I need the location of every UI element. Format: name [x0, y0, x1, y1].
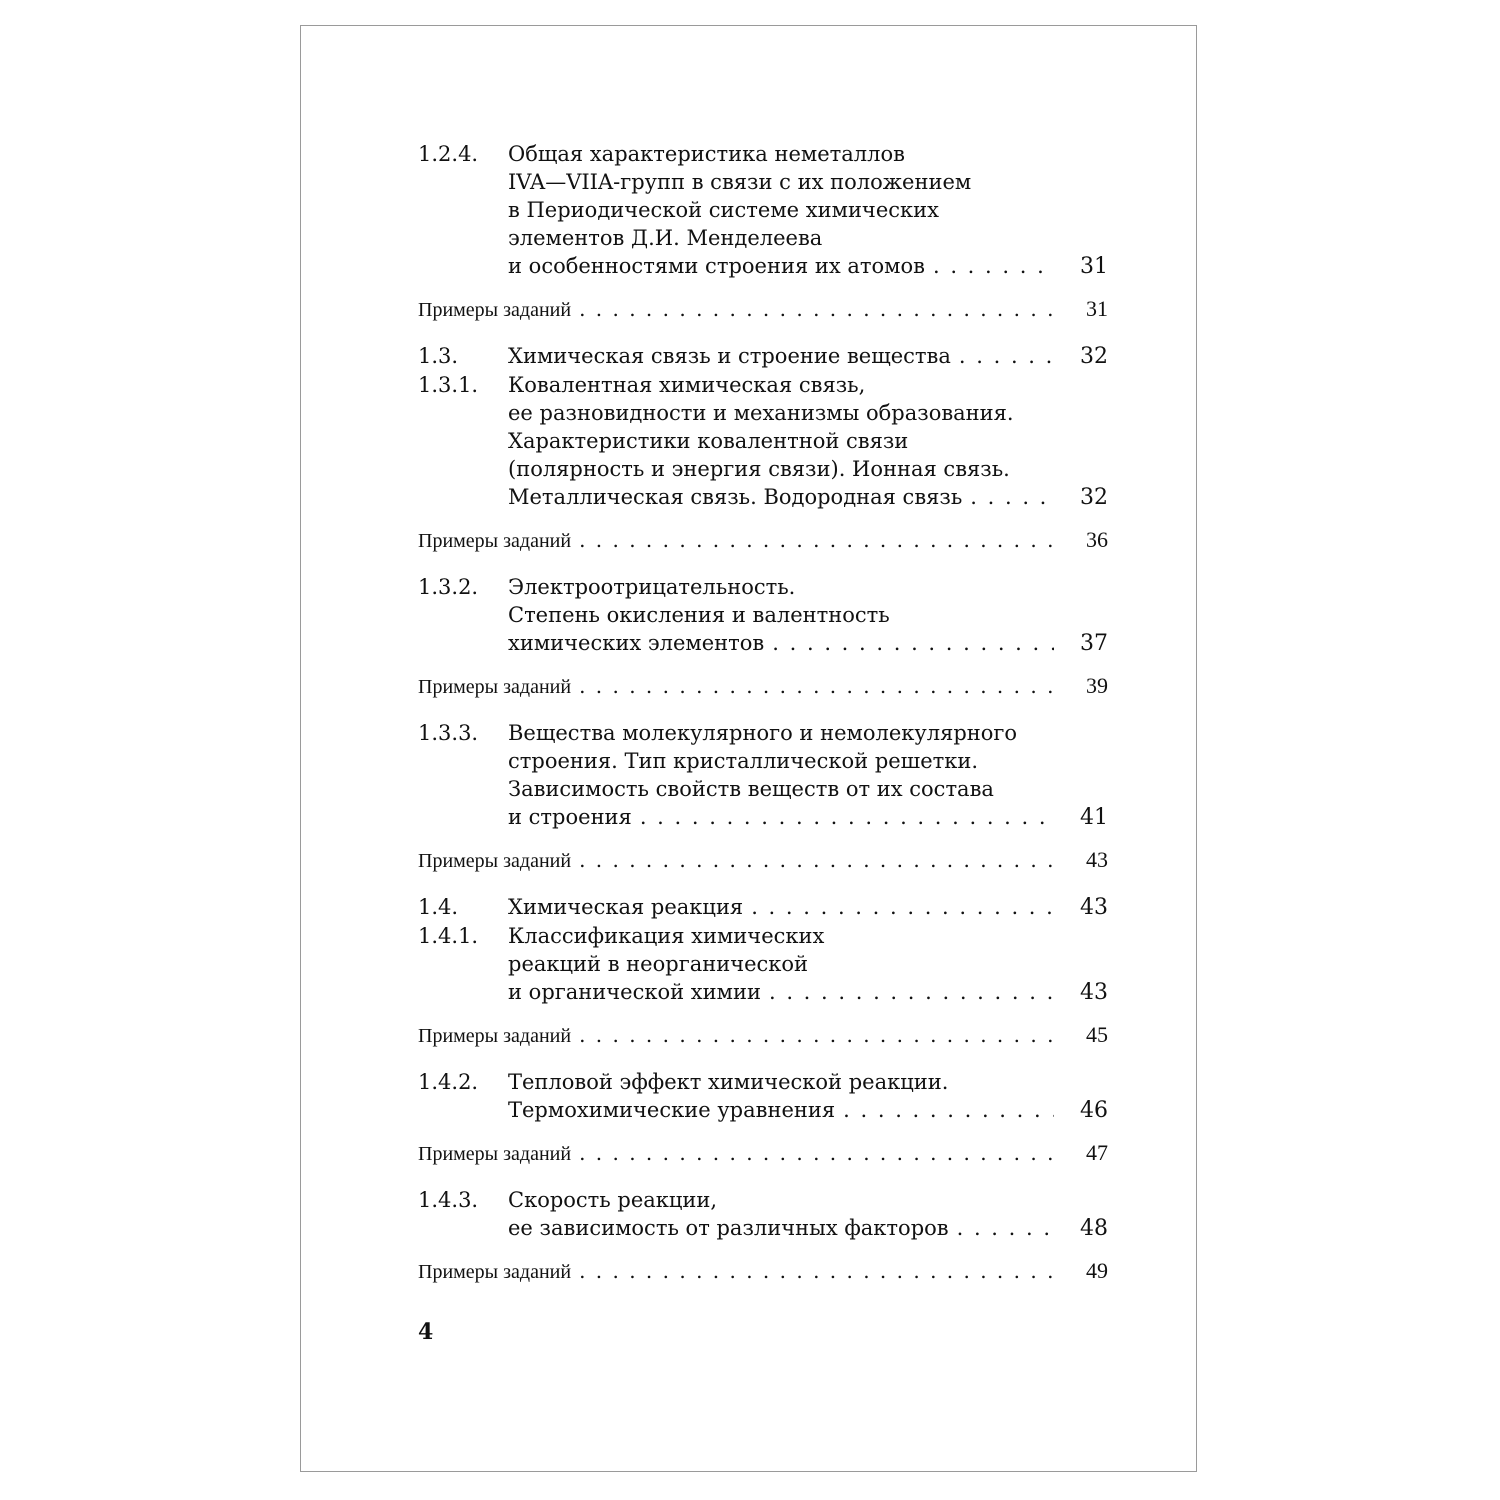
dot-leader [970, 483, 1054, 511]
toc-entry-title-line: ее разновидности и механизмы образования. [508, 401, 1014, 425]
toc-page-number: 47 [1086, 1140, 1108, 1165]
toc-page-number: 32 [1080, 485, 1108, 510]
examples-label: Примеры заданий [418, 1143, 572, 1165]
examples-label: Примеры заданий [418, 299, 572, 321]
toc-entry-1-3-2[interactable] [418, 573, 1108, 658]
toc-examples-entry[interactable] [418, 295, 1108, 324]
dot-leader [579, 1021, 1054, 1049]
toc-entry-title-line: Металлическая связь. Водородная связь [508, 485, 963, 509]
dot-leader [843, 1096, 1054, 1124]
dot-leader [769, 978, 1054, 1006]
toc-examples-entry[interactable] [418, 526, 1108, 555]
toc-entry-1-3-3[interactable] [418, 719, 1108, 832]
toc-examples-entry[interactable] [418, 846, 1108, 875]
toc-entry-title-line: реакций в неорганической [508, 952, 809, 976]
toc-page-number: 43 [1086, 847, 1108, 872]
toc-entry-1-4[interactable] [418, 893, 1108, 922]
dot-leader [959, 342, 1054, 370]
toc-page-number: 39 [1086, 673, 1108, 698]
toc-entry-title-line: Зависимость свойств веществ от их состава [508, 777, 994, 801]
toc-entry-title-line: элементов Д.И. Менделеева [508, 226, 823, 250]
toc-page-number: 45 [1086, 1022, 1108, 1047]
toc-entry-title-line: в Периодической системе химических [508, 198, 939, 222]
toc-entry-1-3[interactable] [418, 342, 1108, 371]
toc-entry-number: 1.3.3. [418, 721, 479, 745]
toc-entry-title-line: Электроотрицательность. [508, 575, 796, 599]
toc-entry-title-line: Химическая связь и строение вещества [508, 344, 951, 368]
dot-leader [772, 629, 1054, 657]
toc-entry-number: 1.4. [418, 895, 459, 919]
toc-examples-entry[interactable] [418, 1021, 1108, 1050]
dot-leader [579, 295, 1054, 323]
dot-leader [640, 803, 1054, 831]
toc-page-number: 46 [1080, 1098, 1108, 1123]
toc-page-number: 31 [1080, 254, 1108, 279]
toc-entry-title-line: Характеристики ковалентной связи [508, 429, 909, 453]
toc-entry-1-2-4[interactable] [418, 140, 1108, 281]
toc-entry-title-line: ее зависимость от различных факторов [508, 1216, 949, 1240]
toc-entry-title-line: Химическая реакция [508, 895, 744, 919]
toc-page-number: 48 [1080, 1216, 1108, 1241]
toc-entry-title-line: и особенностями строения их атомов [508, 254, 925, 278]
toc-entry-title-line: Общая характеристика неметаллов [508, 142, 905, 166]
examples-label: Примеры заданий [418, 530, 572, 552]
examples-label: Примеры заданий [418, 1261, 572, 1283]
toc-entry-title-line: строения. Тип кристаллической решетки. [508, 749, 979, 773]
toc-entry-title-line: и органической химии [508, 980, 761, 1004]
toc-entry-1-4-2[interactable] [418, 1068, 1108, 1125]
toc-page-number: 31 [1086, 296, 1108, 321]
toc-entry-title-line: Ковалентная химическая связь, [508, 373, 866, 397]
toc-entry-title-line: Вещества молекулярного и немолекулярного [508, 721, 1018, 745]
toc-examples-entry[interactable] [418, 672, 1108, 701]
toc-page-number: 36 [1086, 527, 1108, 552]
dot-leader [579, 1257, 1054, 1285]
toc-entry-1-4-1[interactable] [418, 922, 1108, 1007]
dot-leader [579, 1139, 1054, 1167]
toc-entry-1-4-3[interactable] [418, 1186, 1108, 1243]
toc-entry-title-line: химических элементов [508, 631, 765, 655]
toc-entry-title-line: Классификация химических [508, 924, 825, 948]
examples-label: Примеры заданий [418, 850, 572, 872]
toc-entry-title-line: Скорость реакции, [508, 1188, 718, 1212]
toc-entry-title-line: Тепловой эффект химической реакции. [508, 1070, 949, 1094]
toc-page-number: 43 [1080, 895, 1108, 920]
toc-entry-number: 1.4.2. [418, 1070, 479, 1094]
dot-leader [579, 672, 1054, 700]
toc-examples-entry[interactable] [418, 1257, 1108, 1286]
toc-page-number: 37 [1080, 631, 1108, 656]
examples-label: Примеры заданий [418, 676, 572, 698]
toc-page-number: 41 [1080, 805, 1108, 830]
toc-entry-number: 1.2.4. [418, 142, 479, 166]
toc-entry-number: 1.3. [418, 344, 459, 368]
toc-entry-1-3-1[interactable] [418, 371, 1108, 512]
toc-entry-number: 1.3.2. [418, 575, 479, 599]
table-of-contents [418, 140, 1108, 1286]
dot-leader [957, 1214, 1054, 1242]
toc-entry-number: 1.4.1. [418, 924, 479, 948]
toc-entry-title-line: (полярность и энергия связи). Ионная связь. [508, 457, 1010, 481]
dot-leader [579, 846, 1054, 874]
toc-entry-number: 1.4.3. [418, 1188, 479, 1212]
dot-leader [579, 526, 1054, 554]
toc-entry-title-line: Степень окисления и валентность [508, 603, 890, 627]
toc-entry-title-line: Термохимические уравнения [508, 1098, 836, 1122]
toc-entry-number: 1.3.1. [418, 373, 479, 397]
page-number: 4 [418, 1319, 434, 1345]
examples-label: Примеры заданий [418, 1025, 572, 1047]
dot-leader [751, 893, 1054, 921]
toc-entry-title-line: и строения [508, 805, 632, 829]
dot-leader [933, 252, 1054, 280]
toc-entry-title-line: IVA—VIIA-групп в связи с их положением [508, 170, 972, 194]
toc-examples-entry[interactable] [418, 1139, 1108, 1168]
toc-page-number: 32 [1080, 344, 1108, 369]
toc-page-number: 43 [1080, 980, 1108, 1005]
toc-page-number: 49 [1086, 1258, 1108, 1283]
